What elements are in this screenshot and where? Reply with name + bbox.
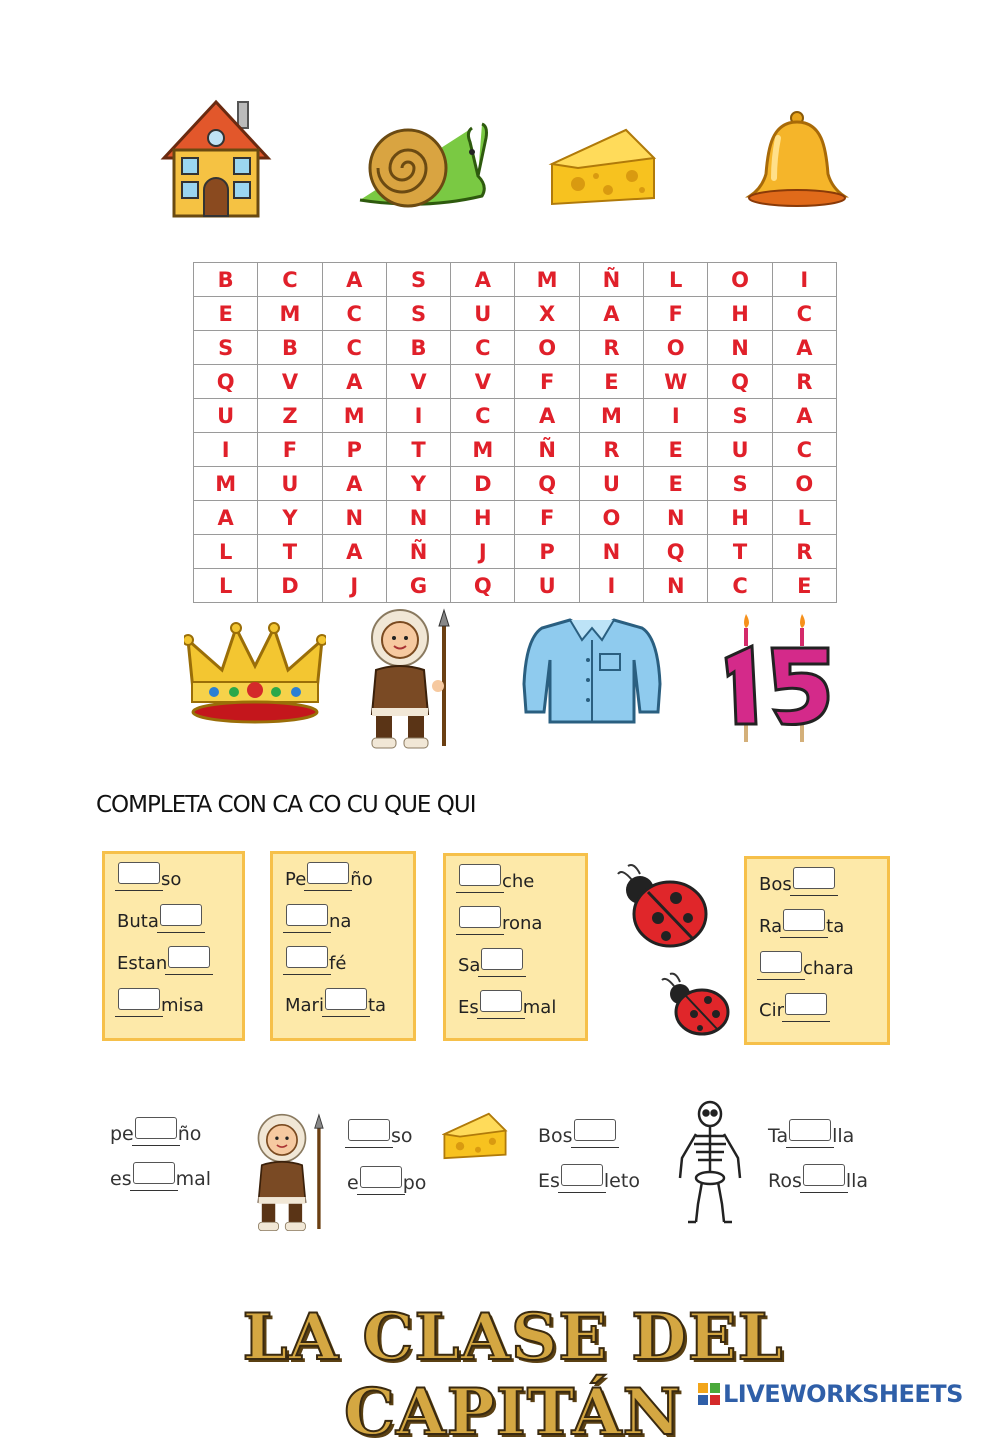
answer-input[interactable] <box>574 1119 616 1141</box>
snail-icon <box>354 112 494 210</box>
grid-letter[interactable]: M <box>258 297 322 331</box>
grid-letter[interactable]: C <box>258 263 322 297</box>
word-prefix: Bos <box>759 874 792 895</box>
grid-row <box>194 433 837 467</box>
grid-letter[interactable]: D <box>451 467 515 501</box>
bell-icon <box>744 108 850 212</box>
grid-letter[interactable]: T <box>386 433 450 467</box>
answer-input[interactable] <box>481 948 523 970</box>
grid-row <box>194 365 837 399</box>
word-line <box>458 862 534 892</box>
grid-letter[interactable]: E <box>194 297 258 331</box>
word-prefix: Mari <box>285 995 324 1016</box>
grid-row <box>194 535 837 569</box>
grid-letter[interactable]: O <box>644 331 708 365</box>
grid-letter[interactable]: X <box>515 297 579 331</box>
grid-letter[interactable]: I <box>772 263 836 297</box>
grid-letter[interactable]: U <box>258 467 322 501</box>
grid-letter[interactable]: M <box>451 433 515 467</box>
crown-icon <box>184 620 326 724</box>
grid-letter[interactable]: M <box>194 467 258 501</box>
word-line <box>538 1160 640 1192</box>
word-suffix: mal <box>175 1168 212 1190</box>
eskimo-small-icon <box>245 1108 329 1234</box>
grid-letter[interactable]: A <box>515 399 579 433</box>
grid-letter[interactable]: A <box>579 297 643 331</box>
answer-input[interactable] <box>160 904 202 926</box>
word-line <box>110 1113 201 1145</box>
grid-letter[interactable]: N <box>322 501 386 535</box>
word-prefix: Sa <box>458 955 481 976</box>
grid-letter[interactable]: Q <box>708 365 772 399</box>
grid-letter[interactable]: C <box>451 331 515 365</box>
word-suffix: rona <box>502 913 543 934</box>
grid-letter[interactable]: Ñ <box>386 535 450 569</box>
grid-letter[interactable]: P <box>322 433 386 467</box>
word-line <box>768 1115 854 1147</box>
grid-letter[interactable]: C <box>708 569 772 603</box>
word-line <box>347 1115 413 1147</box>
ladybug-icon <box>614 862 710 952</box>
word-prefix: es <box>110 1168 132 1190</box>
word-prefix: Bos <box>538 1125 573 1147</box>
grid-letter[interactable]: F <box>644 297 708 331</box>
brand-name: LIVEWORKSHEETS <box>723 1380 963 1408</box>
answer-input[interactable] <box>789 1119 831 1141</box>
grid-letter[interactable]: O <box>579 501 643 535</box>
grid-letter[interactable]: Q <box>644 535 708 569</box>
grid-letter[interactable]: J <box>451 535 515 569</box>
word-prefix: pe <box>110 1123 134 1145</box>
grid-letter[interactable]: I <box>579 569 643 603</box>
grid-letter[interactable]: C <box>322 297 386 331</box>
grid-letter[interactable]: C <box>772 297 836 331</box>
answer-input[interactable] <box>459 906 501 928</box>
grid-letter[interactable]: P <box>515 535 579 569</box>
grid-letter[interactable]: M <box>579 399 643 433</box>
grid-letter[interactable]: N <box>644 569 708 603</box>
grid-letter[interactable]: R <box>579 433 643 467</box>
skeleton-icon <box>672 1100 748 1226</box>
grid-letter[interactable]: A <box>451 263 515 297</box>
grid-letter[interactable]: N <box>386 501 450 535</box>
grid-letter[interactable]: O <box>515 331 579 365</box>
grid-letter[interactable]: C <box>451 399 515 433</box>
exercise-box-4 <box>744 856 890 1045</box>
grid-row <box>194 467 837 501</box>
word-line <box>759 907 844 937</box>
grid-letter[interactable]: D <box>258 569 322 603</box>
shirt-icon <box>520 614 664 726</box>
cheese-small-icon <box>442 1110 508 1162</box>
fifteen-candles-icon <box>712 606 838 746</box>
grid-letter[interactable]: Y <box>386 467 450 501</box>
word-suffix: leto <box>603 1170 640 1192</box>
grid-letter[interactable]: R <box>772 535 836 569</box>
grid-letter[interactable]: A <box>194 501 258 535</box>
word-prefix: Es <box>538 1170 560 1192</box>
grid-letter[interactable]: V <box>451 365 515 399</box>
grid-letter[interactable]: I <box>644 399 708 433</box>
answer-input[interactable] <box>561 1164 603 1186</box>
grid-letter[interactable]: N <box>579 535 643 569</box>
answer-input[interactable] <box>325 988 367 1010</box>
word-line <box>110 1158 211 1190</box>
answer-input[interactable] <box>348 1119 390 1141</box>
word-suffix: misa <box>161 995 204 1016</box>
grid-letter[interactable]: S <box>708 467 772 501</box>
grid-letter[interactable]: S <box>708 399 772 433</box>
grid-letter[interactable]: N <box>644 501 708 535</box>
grid-letter[interactable]: B <box>386 331 450 365</box>
word-line <box>458 946 524 976</box>
grid-letter[interactable]: A <box>322 263 386 297</box>
grid-letter[interactable]: E <box>644 433 708 467</box>
word-line <box>759 991 828 1021</box>
grid-letter[interactable]: L <box>772 501 836 535</box>
grid-letter[interactable]: J <box>322 569 386 603</box>
grid-letter[interactable]: I <box>386 399 450 433</box>
word-prefix: Estan <box>117 953 168 974</box>
grid-letter[interactable]: C <box>322 331 386 365</box>
grid-letter[interactable]: Ñ <box>579 263 643 297</box>
grid-letter[interactable]: L <box>194 535 258 569</box>
grid-letter[interactable]: U <box>579 467 643 501</box>
word-suffix: ta <box>826 916 845 937</box>
grid-letter[interactable]: M <box>322 399 386 433</box>
word-line <box>285 986 386 1016</box>
answer-input[interactable] <box>118 988 160 1010</box>
grid-letter[interactable]: Q <box>194 365 258 399</box>
word-line <box>285 944 346 974</box>
grid-letter[interactable]: B <box>258 331 322 365</box>
word-line <box>458 904 542 934</box>
word-prefix: Ta <box>768 1125 789 1147</box>
house-icon <box>160 98 272 220</box>
grid-letter[interactable]: H <box>708 501 772 535</box>
grid-letter[interactable]: E <box>644 467 708 501</box>
answer-input[interactable] <box>785 993 827 1015</box>
grid-letter[interactable]: A <box>322 535 386 569</box>
grid-letter[interactable]: H <box>451 501 515 535</box>
grid-letter[interactable]: F <box>515 501 579 535</box>
grid-letter[interactable]: T <box>258 535 322 569</box>
answer-input[interactable] <box>286 946 328 968</box>
word-suffix: chara <box>803 958 854 979</box>
exercise-box-3 <box>443 853 588 1041</box>
answer-input[interactable] <box>783 909 825 931</box>
grid-row <box>194 263 837 297</box>
grid-letter[interactable]: S <box>386 297 450 331</box>
grid-row <box>194 297 837 331</box>
grid-letter[interactable]: F <box>515 365 579 399</box>
grid-letter[interactable]: L <box>644 263 708 297</box>
cheese-icon <box>548 124 658 210</box>
instruction-heading: COMPLETA CON CA CO CU QUE QUI <box>96 792 476 818</box>
grid-letter[interactable]: A <box>322 467 386 501</box>
word-suffix: na <box>329 911 352 932</box>
word-line <box>117 944 211 974</box>
word-suffix: lla <box>832 1125 855 1147</box>
answer-input[interactable] <box>803 1164 845 1186</box>
word-line <box>759 949 854 979</box>
answer-input[interactable] <box>360 1166 402 1188</box>
grid-letter[interactable]: V <box>258 365 322 399</box>
word-suffix: che <box>502 871 535 892</box>
answer-input[interactable] <box>118 862 160 884</box>
answer-input[interactable] <box>135 1117 177 1139</box>
word-suffix: ta <box>367 995 387 1016</box>
grid-letter[interactable]: A <box>322 365 386 399</box>
grid-letter[interactable]: Y <box>258 501 322 535</box>
grid-letter[interactable]: Q <box>451 569 515 603</box>
word-suffix: ño <box>350 869 373 890</box>
word-prefix: Ra <box>759 916 783 937</box>
grid-row <box>194 331 837 365</box>
word-line <box>285 860 373 890</box>
word-prefix: e <box>347 1172 359 1194</box>
word-line <box>759 865 836 895</box>
word-search-grid <box>193 262 837 603</box>
word-line <box>768 1160 868 1192</box>
grid-letter[interactable]: M <box>515 263 579 297</box>
word-suffix: po <box>402 1172 427 1194</box>
word-prefix: Ros <box>768 1170 802 1192</box>
word-prefix: Cir <box>759 1000 784 1021</box>
grid-letter[interactable]: A <box>772 399 836 433</box>
word-line <box>458 988 556 1018</box>
answer-input[interactable] <box>307 862 349 884</box>
word-suffix: lla <box>845 1170 869 1192</box>
word-line <box>347 1162 426 1194</box>
grid-letter[interactable]: Q <box>515 467 579 501</box>
word-prefix: Buta <box>117 911 159 932</box>
word-suffix: mal <box>522 997 557 1018</box>
grid-row <box>194 399 837 433</box>
word-line <box>117 902 203 932</box>
grid-letter[interactable]: R <box>772 365 836 399</box>
grid-letter[interactable]: S <box>386 263 450 297</box>
footer-title: LA CLASE DEL CAPITÁN <box>242 1300 784 1450</box>
grid-letter[interactable]: O <box>708 263 772 297</box>
answer-input[interactable] <box>459 864 501 886</box>
grid-letter[interactable]: I <box>194 433 258 467</box>
grid-letter[interactable]: Z <box>258 399 322 433</box>
grid-row <box>194 569 837 603</box>
grid-letter[interactable]: B <box>194 263 258 297</box>
word-prefix: Pe <box>285 869 307 890</box>
liveworksheets-logo[interactable] <box>697 1380 963 1408</box>
liveworksheets-mark-icon <box>697 1382 721 1406</box>
word-line <box>117 986 204 1016</box>
eskimo-icon <box>356 604 456 750</box>
grid-letter[interactable]: E <box>772 569 836 603</box>
grid-letter[interactable]: O <box>772 467 836 501</box>
grid-letter[interactable]: L <box>194 569 258 603</box>
grid-letter[interactable]: U <box>515 569 579 603</box>
grid-letter[interactable]: F <box>258 433 322 467</box>
grid-row <box>194 501 837 535</box>
exercise-box-2 <box>270 851 416 1041</box>
word-suffix: fé <box>329 953 347 974</box>
grid-letter[interactable]: V <box>386 365 450 399</box>
grid-letter[interactable]: T <box>708 535 772 569</box>
word-prefix: Es <box>458 997 479 1018</box>
word-line <box>117 860 181 890</box>
grid-letter[interactable]: Ñ <box>515 433 579 467</box>
grid-letter[interactable]: H <box>708 297 772 331</box>
grid-letter[interactable]: W <box>644 365 708 399</box>
answer-input[interactable] <box>168 946 210 968</box>
grid-letter[interactable]: A <box>772 331 836 365</box>
ladybug-small-icon <box>660 972 732 1038</box>
word-line <box>285 902 351 932</box>
answer-input[interactable] <box>480 990 522 1012</box>
answer-input[interactable] <box>793 867 835 889</box>
grid-letter[interactable]: G <box>386 569 450 603</box>
grid-letter[interactable]: N <box>708 331 772 365</box>
grid-letter[interactable]: E <box>579 365 643 399</box>
exercise-box-1 <box>102 851 245 1041</box>
answer-input[interactable] <box>760 951 802 973</box>
word-suffix: so <box>391 1125 413 1147</box>
word-suffix: so <box>161 869 182 890</box>
grid-letter[interactable]: S <box>194 331 258 365</box>
word-line <box>538 1115 617 1147</box>
grid-letter[interactable]: U <box>451 297 515 331</box>
answer-input[interactable] <box>133 1162 175 1184</box>
word-suffix: ño <box>177 1123 202 1145</box>
grid-letter[interactable]: U <box>708 433 772 467</box>
grid-letter[interactable]: C <box>772 433 836 467</box>
answer-input[interactable] <box>286 904 328 926</box>
grid-letter[interactable]: R <box>579 331 643 365</box>
grid-letter[interactable]: U <box>194 399 258 433</box>
